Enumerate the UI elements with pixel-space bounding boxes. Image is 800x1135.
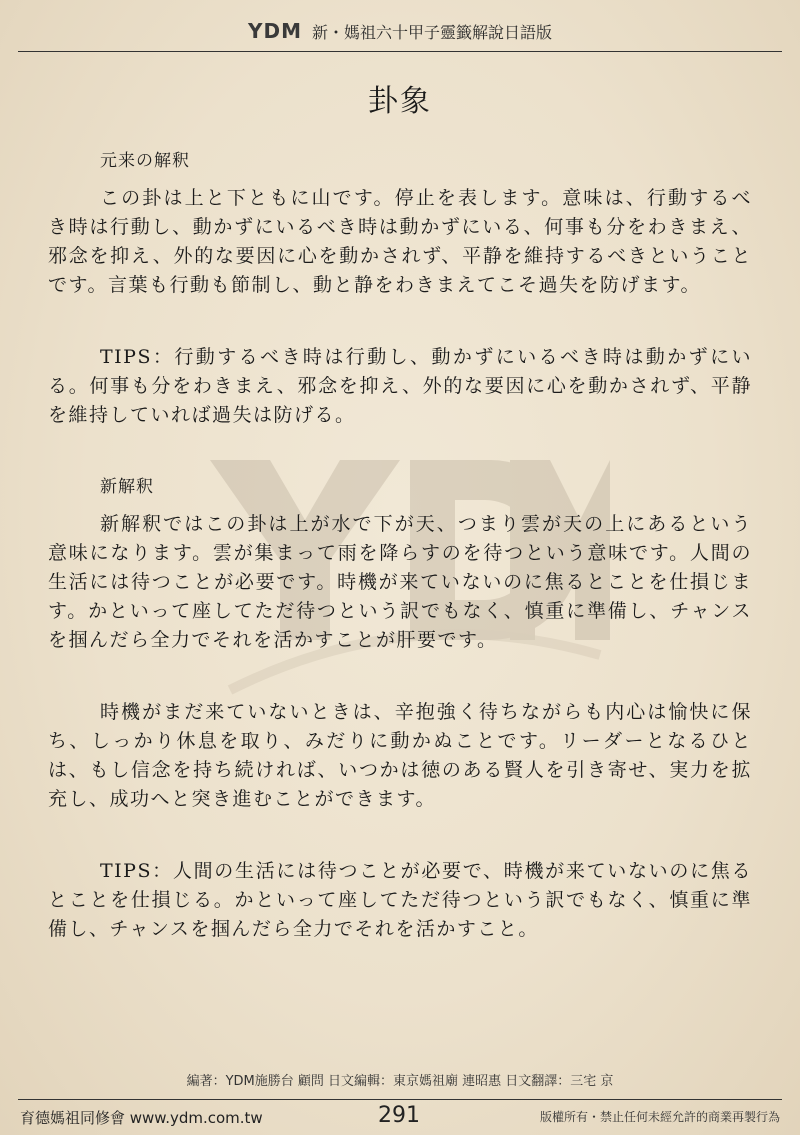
section-new-interpretation-cont — [48, 698, 752, 814]
section-new-interpretation — [48, 473, 752, 655]
page-number: 291 — [378, 1103, 420, 1128]
section-tips-original — [48, 343, 752, 430]
section-heading: 新解釈 — [100, 477, 154, 497]
copyright-notice: 版權所有・禁止任何未經允許的商業再製行為 — [539, 1110, 780, 1124]
section-paragraph: 新解釈ではこの卦は上が水で下が天、つまり雲が天の上にあるという意味になります。雲が集まって雨を降らすのを待つという意味です。人間の生活には待つことが必要です。時機が来ていないのに焦るとことを仕損じます。かといって座してただ待つという訳でもなく、慎重に準備し、チャンスを掴んだら全力でそれを活かすことが肝要です。 — [48, 513, 752, 651]
footer-divider — [18, 1099, 782, 1100]
section-paragraph: この卦は上と下ともに山です。停止を表します。意味は、行動するべき時は行動し、動かずにいるべき時は動かずにいる、何事も分をわきまえ、邪念を抑え、外的な要因に心を動かされず、平静を維持するべきということです。言葉も行動も節制し、動と静をわきまえてこそ過失を防げます。 — [48, 187, 752, 296]
tips-paragraph: TIPS：人間の生活には待つことが必要で、時機が来ていないのに焦るとことを仕損じる。かといって座してただ待つという訳でもなく、慎重に準備し、チャンスを掴んだら全力でそれを活かすこと。 — [48, 860, 752, 940]
page-title: 卦象 — [368, 84, 432, 119]
organization-name: 育德媽祖同修會 www.ydm.com.tw — [20, 1109, 263, 1127]
section-heading: 元来の解釈 — [100, 151, 190, 171]
document-body — [48, 147, 752, 944]
section-tips-new — [48, 857, 752, 944]
tips-paragraph: TIPS：行動するべき時は行動し、動かずにいるべき時は動かずにいる。何事も分をわきまえ、邪念を抑え、外的な要因に心を動かされず、平静を維持していれば過失は防げる。 — [48, 346, 752, 426]
page-footer — [18, 1103, 782, 1131]
page-header — [0, 16, 800, 46]
section-original-interpretation — [48, 147, 752, 300]
ydm-logo: YDM — [247, 19, 302, 43]
section-paragraph: 時機がまだ来ていないときは、辛抱強く待ちながらも内心は愉快に保ち、しっかり休息を取り、みだりに動かぬことです。リーダーとなるひとは、もし信念を持ち続ければ、いつかは徳のある賢人を引き寄せ、実力を拡充し、成功へと突き進むことができます。 — [48, 701, 752, 810]
credits-line: 編著：YDM施勝台 顧問 日文編輯：東京媽祖廟 連昭惠 日文翻譯：三宅 京 — [186, 1074, 614, 1089]
header-divider — [18, 51, 782, 52]
header-title: 新・媽祖六十甲子靈籤解說日語版 — [311, 22, 552, 42]
